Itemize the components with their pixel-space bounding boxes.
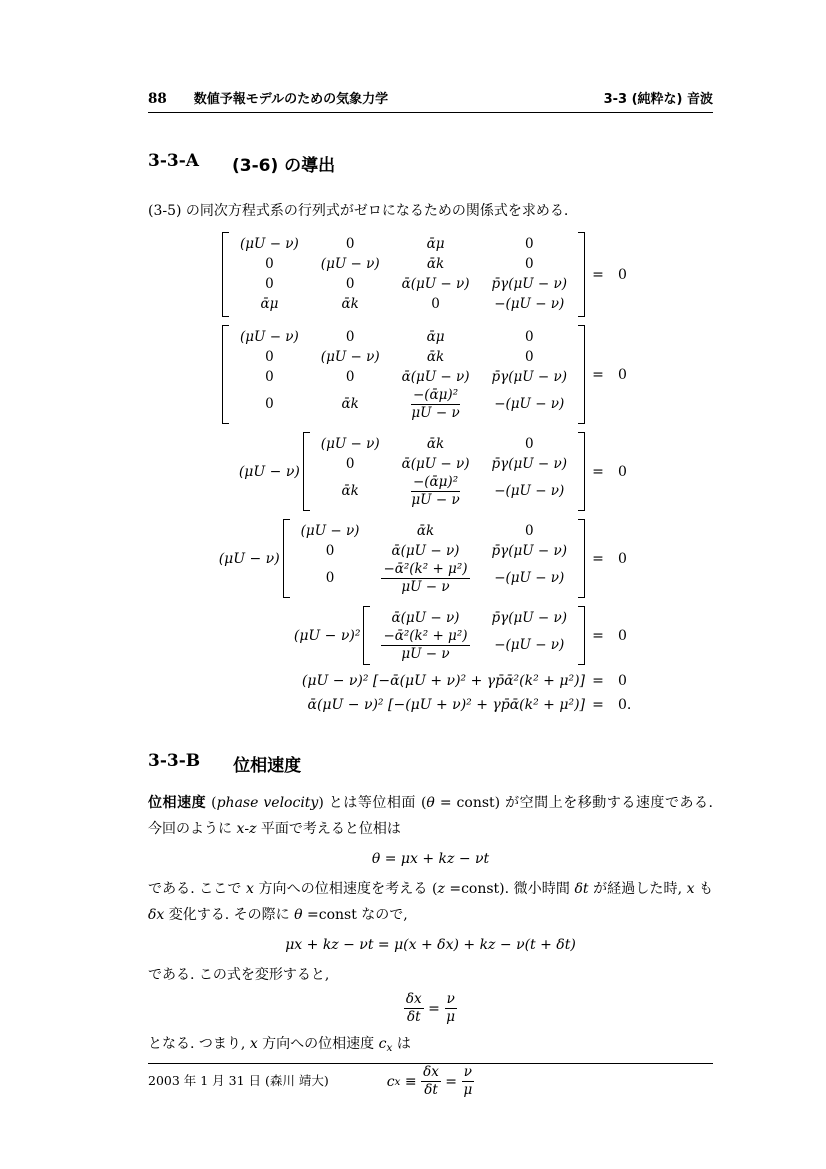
matrix-cell: 0 [345,329,355,345]
derivation-lhs [148,673,585,689]
equals-sign: = [592,266,604,283]
matrix [283,519,585,598]
fraction [404,992,424,1025]
derivation-step [148,325,713,424]
derivation-lhs [148,232,585,317]
matrix-cell: 0 [265,276,274,292]
equation-rhs: 0 [618,463,627,480]
section-a-title: (3-6) の導出 [231,156,336,176]
text-segment: x [246,881,254,897]
text-segment: である. この式を変形すると, [148,967,330,983]
page-footer [148,1058,713,1089]
matrix-cell: 0 [524,436,534,452]
phase-velocity-paragraph-4 [148,1031,713,1061]
right-bracket [578,232,585,317]
section-b-number: 3-3-B [148,751,201,771]
text-segment: x [249,1036,258,1052]
text-segment: である. ここで [148,881,247,897]
derivation-lhs [148,606,585,665]
matrix-cell: 0 [265,256,274,272]
matrix-prefix-factor: (μU − ν)² [293,627,361,644]
text-segment: 方向への位相速度 [257,1036,379,1052]
fraction [381,562,469,595]
fraction-numerator: δx [405,991,422,1007]
derivation-lhs [148,519,585,598]
section-b-title: 位相速度 [233,756,302,776]
matrix-cell: 0 [345,456,355,472]
derivation-step [148,697,713,713]
derivation-lhs [148,697,585,713]
left-bracket [363,606,370,665]
derivation-lhs [148,432,585,511]
text-segment: となる. つまり, [148,1036,250,1052]
fraction-numerator: ν [463,1064,472,1080]
left-bracket [283,519,290,598]
matrix-cell: ᾱk [426,256,445,272]
text-segment: x [394,1075,401,1088]
equation-rhs: 0 [618,550,627,567]
text-segment: z [437,881,445,897]
left-bracket [222,232,229,317]
equation-rhs: 0 [618,627,627,644]
text-segment: z [249,821,257,837]
matrix-cell: −(μU − ν) [494,296,565,312]
text-segment: は [392,1036,411,1052]
matrix-cell: ᾱk [416,523,435,539]
header-row [148,88,713,107]
matrix-cell: ᾱμ [426,236,445,252]
matrix-cell: ᾱ(μU − ν) [391,543,460,559]
derivation-step [148,432,713,511]
header-section-ref: 3-3 (純粋な) 音波 [603,92,713,107]
text-segment: ) とは等位相面 ( [318,795,427,811]
fraction-denominator: μU − ν [401,579,450,595]
matrix-prefix-factor: (μU − ν) [218,550,280,567]
matrix-cell: ᾱk [341,483,359,499]
header-rule [148,112,713,113]
text-segment: θ [294,907,303,923]
fraction-denominator: μU − ν [411,405,460,421]
matrix-grid [319,432,569,511]
matrix-cell: p̄γ(μU − ν) [491,456,567,472]
equals-sign: = [592,627,604,644]
matrix-cell: 0 [345,236,355,252]
equals-sign: = [592,463,604,480]
matrix-cell: ᾱμ [426,329,445,345]
equation-expression: ᾱ(μU − ν)² [−(μU + ν)² + γp̄ᾱ(k² + μ²)] [307,697,585,713]
phase-equation [148,848,713,870]
section-b-heading [148,751,713,776]
matrix [303,432,585,511]
matrix-cell: ᾱ(μU − ν) [401,456,470,472]
section-a-intro: (3-5) の同次方程式系の行列式がゼロになるための関係式を求める. [148,203,569,219]
page-header [148,88,713,113]
equation-expression: (μU − ν)² [−ᾱ(μU + ν)² + γp̄ᾱ²(k² + μ²)] [301,673,585,689]
matrix-cell: (μU − ν) [320,349,380,365]
matrix-grid [238,325,569,424]
derivation-steps [148,232,713,713]
text-segment: 平面で考えると位相は [256,821,401,837]
matrix-cell: (μU − ν) [320,436,380,452]
fraction-denominator: δt [407,1009,421,1025]
matrix-grid [379,606,569,665]
derivation-step [148,519,713,598]
fraction [409,388,461,421]
matrix-cell: 0 [265,396,274,412]
phase-velocity-paragraph-1 [148,790,713,842]
fraction [381,629,469,662]
matrix-cell: ᾱ(μU − ν) [401,276,470,292]
fraction [409,475,461,508]
dxdt-equation [148,992,713,1025]
text-segment: x [236,821,245,837]
text-segment: θ [426,795,435,811]
text-segment: ( [206,795,217,811]
derivation-step [148,232,713,317]
phase-conservation-equation [148,934,713,956]
text-segment: = const) が空間上を移動する速度である. 今回のように [148,795,714,837]
matrix-cell: 0 [265,349,274,365]
derivation-lhs [148,325,585,424]
matrix-cell: ᾱk [426,349,445,365]
text-segment: =const なので, [302,907,408,923]
text-segment: x [386,1042,393,1054]
fraction-denominator: μ [446,1009,456,1025]
matrix-cell: 0 [524,349,534,365]
equals-sign: = [592,673,604,689]
equation-rhs: 0 [618,266,627,283]
phase-velocity-paragraph-3 [148,962,713,988]
fraction-numerator: δx [423,1064,439,1080]
matrix-grid [299,519,569,598]
matrix-cell: ᾱ(μU − ν) [401,369,470,385]
text-segment: = [423,1000,445,1017]
matrix-cell: 0 [325,543,335,559]
section-a-number: 3-3-A [148,151,199,171]
text-segment: - [244,821,250,837]
right-bracket [578,432,585,511]
matrix-cell: ᾱk [341,396,359,412]
text-segment: δx [148,907,165,923]
fraction-numerator: −ᾱ²(k² + μ²) [383,628,468,644]
equals-sign: = [592,550,604,567]
text-segment: c [386,1073,395,1090]
matrix-cell: ᾱk [341,296,359,312]
fraction-numerator: −(ᾱμ)² [412,474,459,490]
fraction-numerator: ν [446,991,455,1007]
matrix-cell: 0 [345,276,355,292]
text-segment: ≡ [400,1073,422,1090]
text-segment: c [378,1036,387,1052]
matrix-cell: −(μU − ν) [494,637,565,653]
matrix-grid [238,232,569,317]
fraction-denominator: μU − ν [411,492,460,508]
derivation-step [148,673,713,689]
fraction-denominator: δt [424,1082,438,1098]
right-bracket [578,606,585,665]
equation-rhs: 0 [618,366,627,383]
fraction-denominator: μU − ν [401,646,450,662]
fraction [444,992,457,1025]
matrix-cell: −(μU − ν) [494,396,565,412]
matrix-cell: p̄γ(μU − ν) [491,610,567,626]
text-segment: 変化する. その際に [164,907,295,923]
section-a-heading [148,151,713,176]
fraction-denominator: μ [463,1082,473,1098]
matrix-cell: p̄γ(μU − ν) [491,276,567,292]
matrix-cell: ᾱμ [260,296,279,312]
footer-date: 2003 年 1 月 31 日 (森川 靖大) [148,1073,329,1088]
matrix-cell: 0 [431,296,440,312]
matrix-prefix-factor: (μU − ν) [238,463,300,480]
derivation-step [148,606,713,665]
page-number: 88 [148,91,167,107]
matrix-cell: −(μU − ν) [494,483,565,499]
text-segment: 方向への位相速度を考える ( [253,881,438,897]
text-segment: δt [574,881,589,897]
matrix [363,606,585,665]
footer-rule [148,1063,713,1064]
left-bracket [222,325,229,424]
text-segment: μx + kz − νt = μ(x + δx) + kz − ν(t + δt) [285,937,576,953]
equation-rhs: 0 [618,673,627,689]
matrix-cell: (μU − ν) [300,523,360,539]
matrix-cell: −(μU − ν) [494,570,565,586]
phase-velocity-paragraph-2 [148,876,713,928]
matrix-cell: 0 [524,256,534,272]
fraction-numerator: −(ᾱμ)² [412,387,459,403]
right-bracket [578,519,585,598]
matrix [222,232,585,317]
matrix-cell: p̄γ(μU − ν) [491,369,567,385]
matrix [222,325,585,424]
text-segment: 位相速度 [148,795,207,811]
text-segment: も [694,881,714,897]
matrix-cell: 0 [345,369,355,385]
header-book-title: 数値予報モデルのための気象力学 [193,92,389,107]
equation-rhs: 0. [618,697,632,713]
matrix-cell: 0 [524,329,534,345]
fraction-numerator: −ᾱ²(k² + μ²) [383,561,468,577]
matrix-cell: ᾱk [426,436,445,452]
matrix-cell: 0 [524,523,534,539]
matrix-cell: (μU − ν) [320,256,380,272]
matrix-cell: (μU − ν) [240,329,299,345]
text-segment: phase velocity [216,795,319,811]
matrix-cell: (μU − ν) [240,236,299,252]
matrix-cell: 0 [524,236,534,252]
text-segment: が経過した時, [588,881,687,897]
equals-sign: = [592,697,604,713]
matrix-cell: ᾱ(μU − ν) [391,610,460,626]
equals-sign: = [592,366,604,383]
text-segment: = [440,1073,462,1090]
right-bracket [578,325,585,424]
text-segment: x [686,881,695,897]
matrix-cell: 0 [265,369,274,385]
left-bracket [303,432,310,511]
text-segment: =const). 微小時間 [444,881,575,897]
matrix-cell: 0 [325,570,335,586]
matrix-cell: p̄γ(μU − ν) [491,543,567,559]
text-segment: θ = μx + kz − νt [371,851,490,867]
